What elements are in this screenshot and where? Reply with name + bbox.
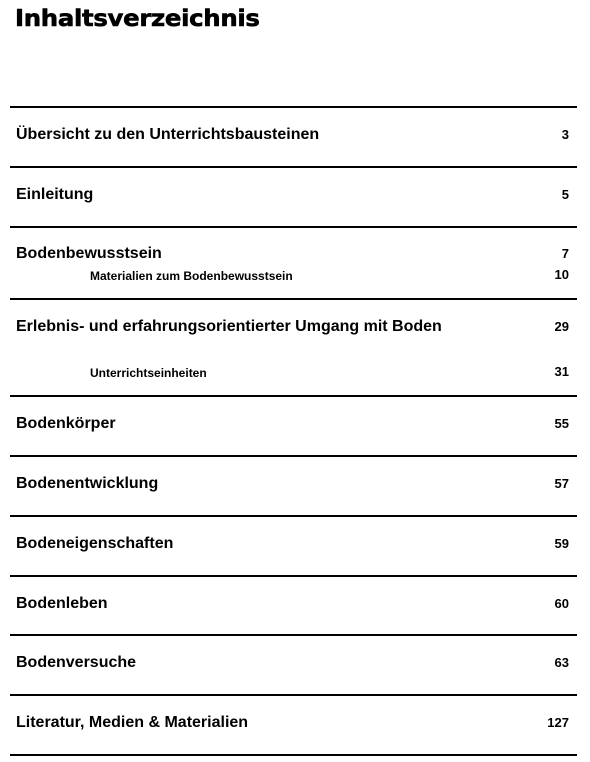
toc-entry-erlebnis[interactable] — [10, 300, 577, 397]
toc-entry-title: Bodenversuche — [16, 654, 137, 671]
toc-entry-bodenversuche[interactable] — [10, 636, 577, 696]
toc-entry-page: 29 — [554, 319, 569, 334]
toc-entry-title: Bodenkörper — [16, 415, 116, 432]
toc-entry-bodenentwicklung[interactable] — [10, 457, 577, 517]
toc-entry-bodenkoerper[interactable] — [10, 397, 577, 457]
toc-subentry-title[interactable]: Materialien zum Bodenbewusstsein — [90, 269, 293, 283]
toc-entry-title: Bodenbewusstsein — [16, 245, 162, 262]
toc-entry-title: Bodeneigenschaften — [16, 535, 174, 552]
toc-entry-page: 55 — [554, 416, 569, 431]
toc-entry-bodenbewusstsein[interactable] — [10, 228, 577, 300]
toc-entry-title: Bodenentwicklung — [16, 475, 159, 492]
toc-entry-page: 63 — [554, 655, 569, 670]
toc-entry-page: 59 — [554, 536, 569, 551]
toc-entry-literatur[interactable] — [10, 696, 577, 756]
table-of-contents — [10, 106, 577, 756]
toc-entry-bodeneigenschaften[interactable] — [10, 517, 577, 577]
page-title: Inhaltsverzeichnis — [15, 6, 260, 32]
toc-subentry-title[interactable]: Unterrichtseinheiten — [90, 366, 207, 380]
toc-subentry-page: 31 — [554, 364, 569, 379]
toc-entry-page: 7 — [561, 246, 569, 261]
toc-entry-title: Bodenleben — [16, 595, 108, 612]
toc-entry-uebersicht[interactable] — [10, 108, 577, 168]
toc-entry-title: Erlebnis- und erfahrungsorientierter Umgang mit Boden — [16, 318, 442, 335]
toc-entry-bodenleben[interactable] — [10, 577, 577, 636]
toc-entry-title: Einleitung — [16, 186, 94, 203]
toc-entry-einleitung[interactable] — [10, 168, 577, 228]
toc-entry-page: 127 — [547, 715, 569, 730]
toc-entry-page: 57 — [554, 476, 569, 491]
toc-entry-title: Literatur, Medien & Materialien — [16, 714, 249, 731]
toc-entry-page: 60 — [554, 596, 569, 611]
toc-entry-title: Übersicht zu den Unterrichtsbausteinen — [16, 126, 320, 143]
toc-entry-page: 5 — [561, 187, 569, 202]
toc-subentry-page: 10 — [554, 267, 569, 282]
toc-entry-page: 3 — [561, 127, 569, 142]
